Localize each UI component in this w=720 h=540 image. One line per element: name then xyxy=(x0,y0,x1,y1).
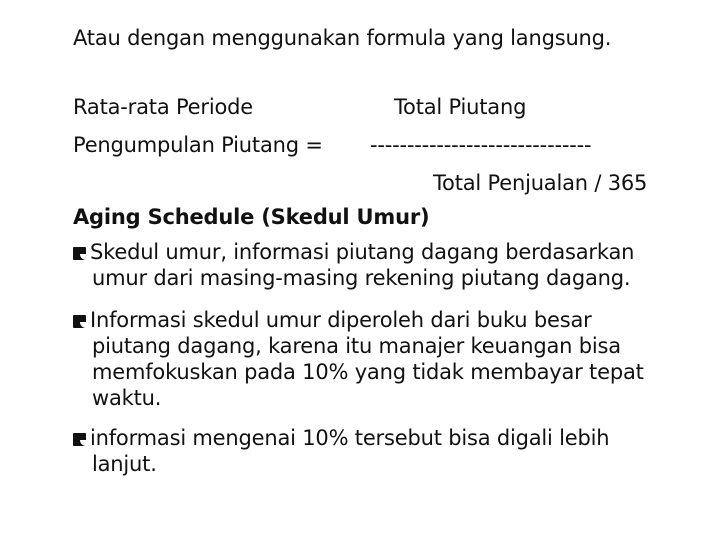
list-item-text: memfokuskan pada 10% yang tidak membayar tepat xyxy=(92,360,644,384)
list-item-text: umur dari masing-masing rekening piutang dagang. xyxy=(92,266,631,290)
list-item-text: Skedul umur, informasi piutang dagang berdasarkan xyxy=(90,240,635,264)
list-item-text: informasi mengenai 10% tersebut bisa digali lebih xyxy=(90,426,610,450)
intro-text: Atau dengan menggunakan formula yang langsung. xyxy=(73,26,612,50)
q-bullet-icon xyxy=(73,433,86,446)
formula-label-line2: Pengumpulan Piutang = xyxy=(73,133,323,157)
formula-divider: ------------------------------ xyxy=(370,133,592,157)
list-item xyxy=(73,426,609,450)
list-item-text: piutang dagang, karena itu manajer keuangan bisa xyxy=(92,334,621,358)
formula-numerator: Total Piutang xyxy=(394,95,527,119)
q-bullet-icon xyxy=(73,315,86,328)
section-heading: Aging Schedule (Skedul Umur) xyxy=(73,205,430,229)
list-item xyxy=(73,308,592,332)
q-bullet-icon xyxy=(73,247,86,260)
formula-denominator: Total Penjualan / 365 xyxy=(433,171,648,195)
formula-label-line1: Rata-rata Periode xyxy=(73,95,253,119)
list-item-text: Informasi skedul umur diperoleh dari buku besar xyxy=(90,308,592,332)
list-item xyxy=(73,240,634,264)
list-item-text: lanjut. xyxy=(92,452,157,476)
list-item-text: waktu. xyxy=(92,386,162,410)
